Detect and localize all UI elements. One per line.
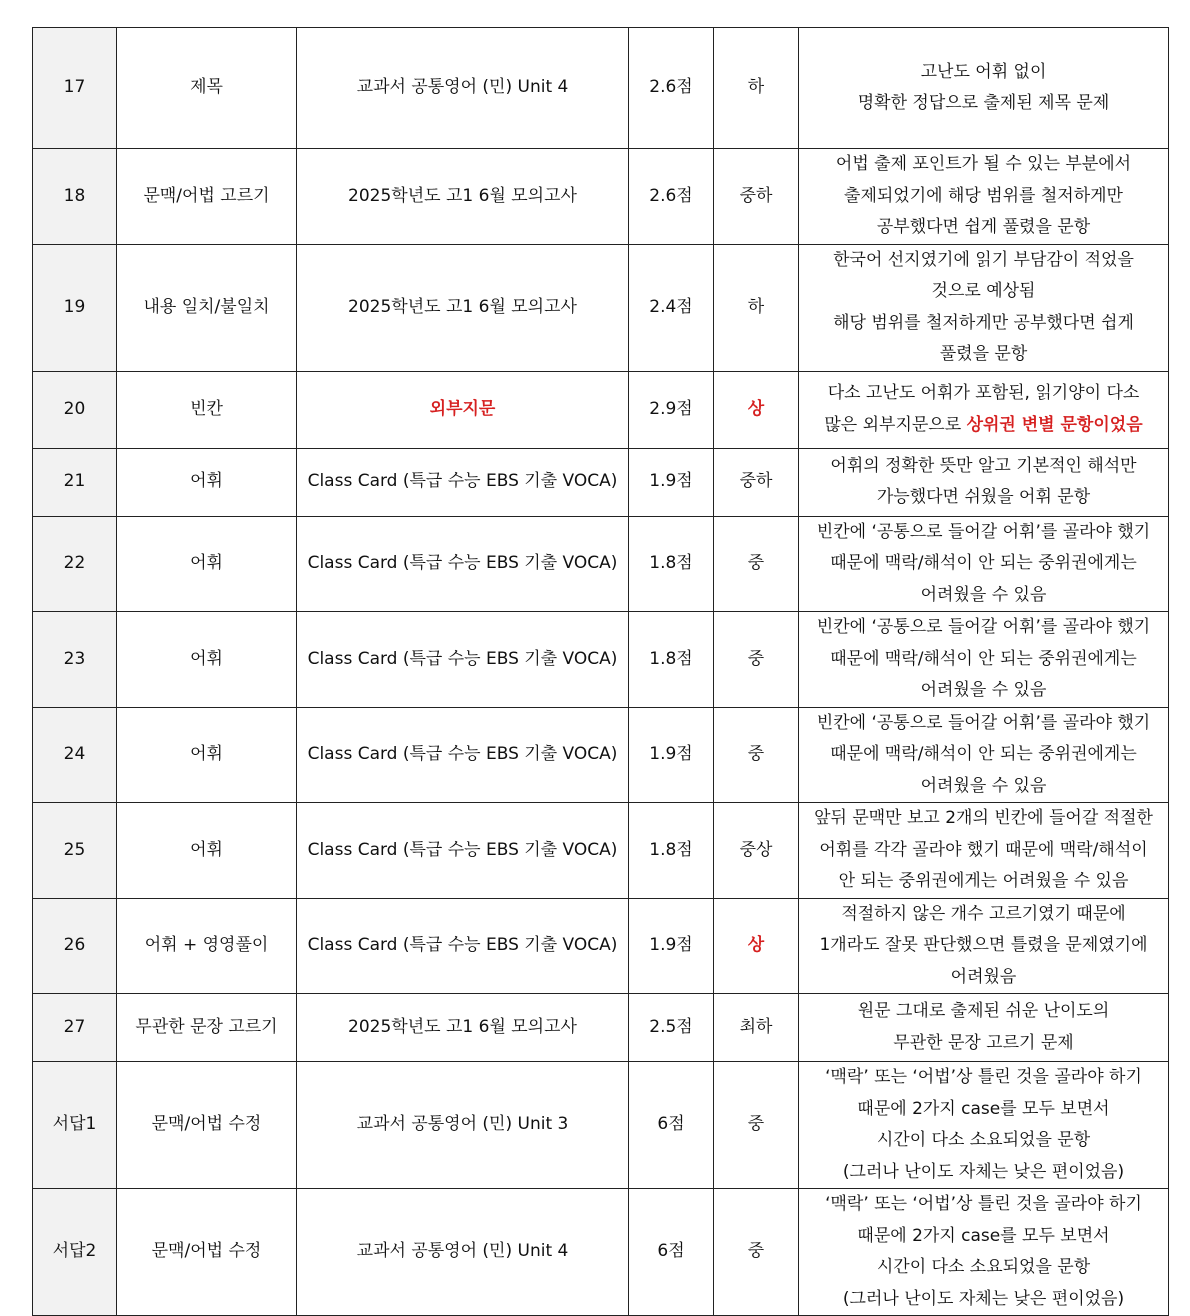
comment-text: ‘맥락’ 또는 ‘어법’상 틀린 것을 골라야 하기 — [825, 1194, 1142, 1214]
table-row — [33, 244, 1169, 371]
table-row — [33, 448, 1169, 516]
question-type: 제목 — [117, 28, 297, 149]
table-row — [33, 516, 1169, 612]
comment-text: 빈칸에 ‘공통으로 들어갈 어휘’를 골라야 했기 — [816, 617, 1151, 637]
comment-line — [803, 517, 1164, 549]
comment-line — [803, 1189, 1164, 1221]
question-type: 어휘 — [117, 516, 297, 612]
question-type: 어휘 + 영영풀이 — [117, 898, 297, 994]
comment-line — [803, 149, 1164, 181]
difficulty-level: 중상 — [714, 803, 799, 899]
comment-line — [803, 482, 1164, 514]
question-source: Class Card (특급 수능 EBS 기출 VOCA) — [297, 803, 629, 899]
comment-line — [803, 962, 1164, 994]
difficulty-level: 중 — [714, 516, 799, 612]
difficulty-comment — [799, 448, 1169, 516]
comment-line — [803, 835, 1164, 867]
table-row — [33, 1189, 1169, 1316]
comment-line — [803, 580, 1164, 612]
comment-line — [803, 88, 1164, 120]
comment-text: 어려웠음 — [950, 966, 1017, 987]
question-source: Class Card (특급 수능 EBS 기출 VOCA) — [297, 898, 629, 994]
question-source: 교과서 공통영어 (민) Unit 4 — [297, 1189, 629, 1316]
comment-text: 한국어 선지였기에 읽기 부담감이 적었을 — [833, 249, 1134, 270]
comment-line — [803, 451, 1164, 483]
difficulty-level: 상 — [714, 898, 799, 994]
question-number: 27 — [33, 994, 117, 1062]
difficulty-comment — [799, 707, 1169, 803]
comment-text: 어법 출제 포인트가 될 수 있는 부분에서 — [835, 154, 1132, 174]
question-number: 25 — [33, 803, 117, 899]
table-row — [33, 1062, 1169, 1189]
comment-line — [803, 378, 1164, 410]
comment-line — [803, 612, 1164, 644]
question-number: 서답2 — [33, 1189, 117, 1316]
comment-line — [803, 771, 1164, 803]
question-score: 1.8점 — [629, 612, 714, 708]
difficulty-level: 하 — [714, 244, 799, 371]
comment-line — [803, 410, 1164, 442]
difficulty-level: 중 — [714, 612, 799, 708]
question-number: 17 — [33, 28, 117, 149]
question-score: 1.9점 — [629, 898, 714, 994]
difficulty-level: 중 — [714, 707, 799, 803]
table-row — [33, 803, 1169, 899]
comment-line — [803, 739, 1164, 771]
comment-line — [803, 996, 1164, 1028]
comment-line — [803, 1094, 1164, 1126]
comment-text: 어려웠을 수 있음 — [920, 680, 1047, 700]
question-score: 6점 — [629, 1189, 714, 1316]
question-type: 어휘 — [117, 707, 297, 803]
comment-text: 가능했다면 쉬웠을 어휘 문항 — [876, 487, 1091, 507]
question-type: 어휘 — [117, 803, 297, 899]
comment-text: 때문에 맥락/해석이 안 되는 중위권에게는 — [830, 744, 1137, 764]
table-row — [33, 898, 1169, 994]
comment-line — [803, 245, 1164, 277]
comment-line — [803, 899, 1164, 931]
comment-text: 출제되었기에 해당 범위를 철저하게만 — [844, 185, 1123, 206]
difficulty-comment — [799, 149, 1169, 245]
table-body — [33, 28, 1169, 1316]
question-number: 22 — [33, 516, 117, 612]
difficulty-comment — [799, 803, 1169, 899]
comment-line — [803, 181, 1164, 213]
comment-line — [803, 1062, 1164, 1094]
comment-line — [803, 1028, 1164, 1060]
question-source: 외부지문 — [297, 371, 629, 448]
comment-text: 공부했다면 쉽게 풀렸을 문항 — [876, 217, 1091, 237]
comment-text: 명확한 정답으로 출제된 제목 문제 — [857, 93, 1110, 113]
difficulty-level: 상 — [714, 371, 799, 448]
comment-line — [803, 1284, 1164, 1316]
question-source: 교과서 공통영어 (민) Unit 4 — [297, 28, 629, 149]
comment-highlight: 상위권 변별 문항이었음 — [966, 414, 1143, 435]
question-source: Class Card (특급 수능 EBS 기출 VOCA) — [297, 516, 629, 612]
question-number: 19 — [33, 244, 117, 371]
comment-line — [803, 308, 1164, 340]
question-type: 어휘 — [117, 448, 297, 516]
question-number: 23 — [33, 612, 117, 708]
question-score: 6점 — [629, 1062, 714, 1189]
question-source: Class Card (특급 수능 EBS 기출 VOCA) — [297, 448, 629, 516]
comment-text: 해당 범위를 철저하게만 공부했다면 쉽게 — [833, 312, 1134, 333]
question-type: 어휘 — [117, 612, 297, 708]
comment-text: 시간이 다소 소요되었을 문항 — [876, 1130, 1091, 1150]
comment-text: 때문에 맥락/해석이 안 되는 중위권에게는 — [830, 553, 1137, 573]
comment-line — [803, 866, 1164, 898]
comment-text: 어휘의 정확한 뜻만 알고 기본적인 해석만 — [830, 455, 1137, 476]
table-row — [33, 994, 1169, 1062]
difficulty-comment — [799, 898, 1169, 994]
comment-text: 많은 외부지문으로 — [824, 414, 967, 435]
question-type: 내용 일치/불일치 — [117, 244, 297, 371]
difficulty-level: 중하 — [714, 448, 799, 516]
difficulty-comment — [799, 516, 1169, 612]
comment-line — [803, 644, 1164, 676]
comment-text: 때문에 맥락/해석이 안 되는 중위권에게는 — [830, 648, 1137, 669]
difficulty-comment — [799, 1062, 1169, 1189]
comment-line — [803, 1125, 1164, 1157]
comment-text: 어려웠을 수 있음 — [920, 775, 1047, 796]
comment-text: (그러나 난이도 자체는 낮은 편이었음) — [842, 1161, 1125, 1182]
comment-text: 고난도 어휘 없이 — [920, 61, 1047, 82]
question-type: 빈칸 — [117, 371, 297, 448]
question-score: 2.9점 — [629, 371, 714, 448]
question-source: 2025학년도 고1 6월 모의고사 — [297, 994, 629, 1062]
question-score: 2.5점 — [629, 994, 714, 1062]
comment-line — [803, 1221, 1164, 1253]
comment-line — [803, 803, 1164, 835]
difficulty-comment — [799, 994, 1169, 1062]
comment-text: 시간이 다소 소요되었을 문항 — [876, 1257, 1091, 1277]
question-score: 2.4점 — [629, 244, 714, 371]
table-row — [33, 28, 1169, 149]
comment-text: 원문 그대로 출제된 쉬운 난이도의 — [857, 1001, 1110, 1021]
difficulty-comment — [799, 244, 1169, 371]
difficulty-level: 최하 — [714, 994, 799, 1062]
question-number: 26 — [33, 898, 117, 994]
comment-text: 무관한 문장 고르기 문제 — [893, 1032, 1074, 1053]
comment-line — [803, 675, 1164, 707]
question-type: 문맥/어법 고르기 — [117, 149, 297, 245]
difficulty-comment — [799, 371, 1169, 448]
comment-text: 안 되는 중위권에게는 어려웠을 수 있음 — [838, 871, 1129, 891]
question-type: 문맥/어법 수정 — [117, 1189, 297, 1316]
comment-line — [803, 212, 1164, 244]
comment-line — [803, 930, 1164, 962]
comment-line — [803, 548, 1164, 580]
question-source: 교과서 공통영어 (민) Unit 3 — [297, 1062, 629, 1189]
question-score: 1.9점 — [629, 707, 714, 803]
comment-text: 다소 고난도 어휘가 포함된, 읽기양이 다소 — [827, 383, 1140, 403]
question-source: 2025학년도 고1 6월 모의고사 — [297, 244, 629, 371]
difficulty-comment — [799, 28, 1169, 149]
question-score: 1.8점 — [629, 516, 714, 612]
question-type: 무관한 문장 고르기 — [117, 994, 297, 1062]
comment-line — [803, 708, 1164, 740]
comment-text: (그러나 난이도 자체는 낮은 편이었음) — [842, 1288, 1125, 1309]
question-type: 문맥/어법 수정 — [117, 1062, 297, 1189]
question-number: 24 — [33, 707, 117, 803]
question-number: 서답1 — [33, 1062, 117, 1189]
comment-text: 적절하지 않은 개수 고르기였기 때문에 — [841, 903, 1126, 924]
question-number: 21 — [33, 448, 117, 516]
comment-line — [803, 1157, 1164, 1189]
comment-text: 1개라도 잘못 판단했으면 틀렸을 문제였기에 — [819, 935, 1148, 955]
comment-line — [803, 276, 1164, 308]
comment-text: 것으로 예상됨 — [931, 281, 1036, 301]
comment-text: 때문에 2가지 case를 모두 보면서 — [857, 1098, 1110, 1119]
comment-text: ‘맥락’ 또는 ‘어법’상 틀린 것을 골라야 하기 — [825, 1067, 1142, 1087]
question-score: 2.6점 — [629, 149, 714, 245]
question-score: 1.9점 — [629, 448, 714, 516]
question-number: 18 — [33, 149, 117, 245]
question-source: 2025학년도 고1 6월 모의고사 — [297, 149, 629, 245]
difficulty-level: 중 — [714, 1189, 799, 1316]
comment-line — [803, 339, 1164, 371]
difficulty-level: 중하 — [714, 149, 799, 245]
table-row — [33, 371, 1169, 448]
difficulty-comment — [799, 1189, 1169, 1316]
comment-text: 빈칸에 ‘공통으로 들어갈 어휘’를 골라야 했기 — [816, 712, 1151, 733]
comment-text: 앞뒤 문맥만 보고 2개의 빈칸에 들어갈 적절한 — [814, 808, 1153, 828]
table-row — [33, 612, 1169, 708]
comment-line — [803, 57, 1164, 89]
comment-text: 때문에 2가지 case를 모두 보면서 — [857, 1225, 1110, 1246]
table-row — [33, 149, 1169, 245]
comment-text: 빈칸에 ‘공통으로 들어갈 어휘’를 골라야 했기 — [816, 521, 1151, 542]
comment-text: 풀렸을 문항 — [939, 344, 1028, 364]
table-row — [33, 707, 1169, 803]
exam-analysis-table — [32, 27, 1169, 1316]
question-source: Class Card (특급 수능 EBS 기출 VOCA) — [297, 612, 629, 708]
comment-text: 어려웠을 수 있음 — [920, 584, 1047, 605]
question-number: 20 — [33, 371, 117, 448]
difficulty-level: 중 — [714, 1062, 799, 1189]
comment-line — [803, 1252, 1164, 1284]
question-score: 1.8점 — [629, 803, 714, 899]
comment-text: 어휘를 각각 골라야 했기 때문에 맥락/해석이 — [819, 839, 1148, 860]
difficulty-comment — [799, 612, 1169, 708]
question-source: Class Card (특급 수능 EBS 기출 VOCA) — [297, 707, 629, 803]
question-score: 2.6점 — [629, 28, 714, 149]
difficulty-level: 하 — [714, 28, 799, 149]
